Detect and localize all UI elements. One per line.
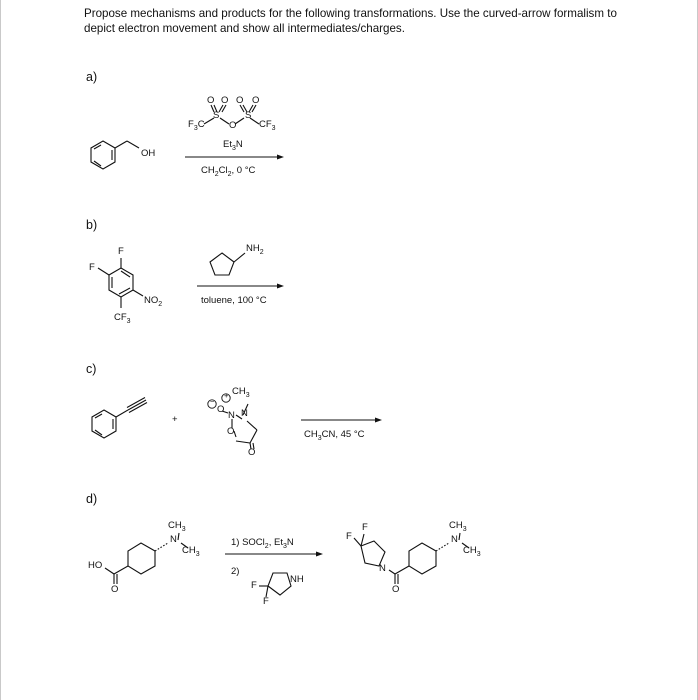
benzyl-alcohol-structure bbox=[91, 141, 139, 169]
tf2o-cf3-left-text: $F_3C$ bbox=[188, 119, 205, 132]
product-methyl-top: $CH_3$ bbox=[449, 520, 467, 533]
part-a-base: $Et_3N$ bbox=[223, 139, 243, 152]
part-a-conditions: $CH_2Cl_2$, 0 °C bbox=[201, 165, 256, 178]
part-a-label: a) bbox=[86, 70, 98, 84]
part-c-conditions: $CH_3CN$, 45 °C bbox=[304, 429, 365, 442]
sydnone-n-methyl-nitrogen: N bbox=[241, 408, 248, 419]
tf2o-cf3-left bbox=[188, 119, 205, 132]
sydnone-positive-charge: + bbox=[224, 391, 229, 400]
tf2o-bridge-oxygen: O bbox=[229, 120, 237, 131]
part-d-step-2: 2) bbox=[231, 566, 240, 577]
cyclopentylamine-structure bbox=[210, 253, 245, 275]
product-fluorine-left: F bbox=[346, 531, 352, 542]
part-b-label: b) bbox=[86, 218, 98, 232]
reaction-arrow-c bbox=[301, 418, 382, 423]
part-a-oh-label: OH bbox=[141, 148, 156, 159]
product-carbonyl-oxygen: O bbox=[392, 584, 400, 595]
tf2o-sulfur-2: S bbox=[245, 110, 252, 121]
tf2o-oxygen-2: O bbox=[221, 95, 229, 106]
problem-instructions: Propose mechanisms and products for the following transformations. Use the curved-arrow formalism to depict electron movement and show all intermediates/charges. bbox=[84, 7, 617, 35]
part-c-label: c) bbox=[86, 362, 97, 376]
part-d-step-1: 1) SOCl$_2$, $Et_3N$ bbox=[231, 537, 294, 550]
sydnone-ring-oxygen: O bbox=[227, 426, 235, 437]
tf2o-oxygen-3: O bbox=[236, 95, 244, 106]
acid-ho-label: HO bbox=[88, 560, 103, 571]
sm-methyl-top: $CH_3$ bbox=[168, 520, 186, 533]
aryl-fluorine-left: F bbox=[89, 262, 95, 273]
aryl-substrate-structure bbox=[98, 258, 143, 308]
sm-nitrogen: N bbox=[170, 534, 177, 545]
reaction-arrow-a bbox=[185, 155, 284, 160]
pyrrolidine-fluorine-bottom: F bbox=[263, 596, 269, 607]
aryl-fluorine-top: F bbox=[118, 246, 124, 257]
product-fluorine-top: F bbox=[362, 522, 368, 533]
tf2o-oxygen-4: O bbox=[252, 95, 260, 106]
aryl-cf3-group: $CF_3$ bbox=[114, 312, 131, 325]
sydnone-structure bbox=[208, 394, 257, 449]
pyrrolidine-nh-label: NH bbox=[290, 574, 304, 585]
reaction-arrow-d bbox=[225, 552, 323, 557]
phenylacetylene-structure bbox=[92, 398, 147, 439]
pyrrolidine-fluorine-left: F bbox=[251, 580, 257, 591]
sm-methyl-right: $CH_3$ bbox=[182, 545, 200, 558]
reaction-arrow-b bbox=[197, 284, 284, 289]
sydnone-negative-charge: − bbox=[210, 397, 215, 406]
product-methyl-right: $CH_3$ bbox=[463, 545, 481, 558]
difluoropyrrolidine-structure bbox=[259, 573, 291, 597]
amine-nh2-label: $NH_2$ bbox=[246, 243, 264, 256]
sydnone-ring-nitrogen: N bbox=[228, 410, 235, 421]
part-c-plus-sign: + bbox=[172, 414, 178, 425]
tf2o-cf3-right bbox=[259, 119, 276, 132]
tf2o-oxygen-1: O bbox=[207, 95, 215, 106]
sydnone-carbonyl-oxygen: O bbox=[248, 447, 256, 458]
product-nitrogen: N bbox=[451, 534, 458, 545]
tf2o-cf3-right-text: $CF_3$ bbox=[259, 119, 276, 132]
acid-carbonyl-oxygen: O bbox=[111, 584, 119, 595]
part-b-conditions: toluene, 100 °C bbox=[201, 295, 267, 306]
tf2o-sulfur-1: S bbox=[213, 110, 220, 121]
aryl-nitro-group: $NO_2$ bbox=[144, 295, 163, 308]
sydnone-methyl: $CH_3$ bbox=[232, 386, 250, 399]
product-amide-nitrogen: N bbox=[379, 563, 386, 574]
sydnone-exo-oxygen: O bbox=[217, 404, 225, 415]
part-d-label: d) bbox=[86, 492, 98, 506]
